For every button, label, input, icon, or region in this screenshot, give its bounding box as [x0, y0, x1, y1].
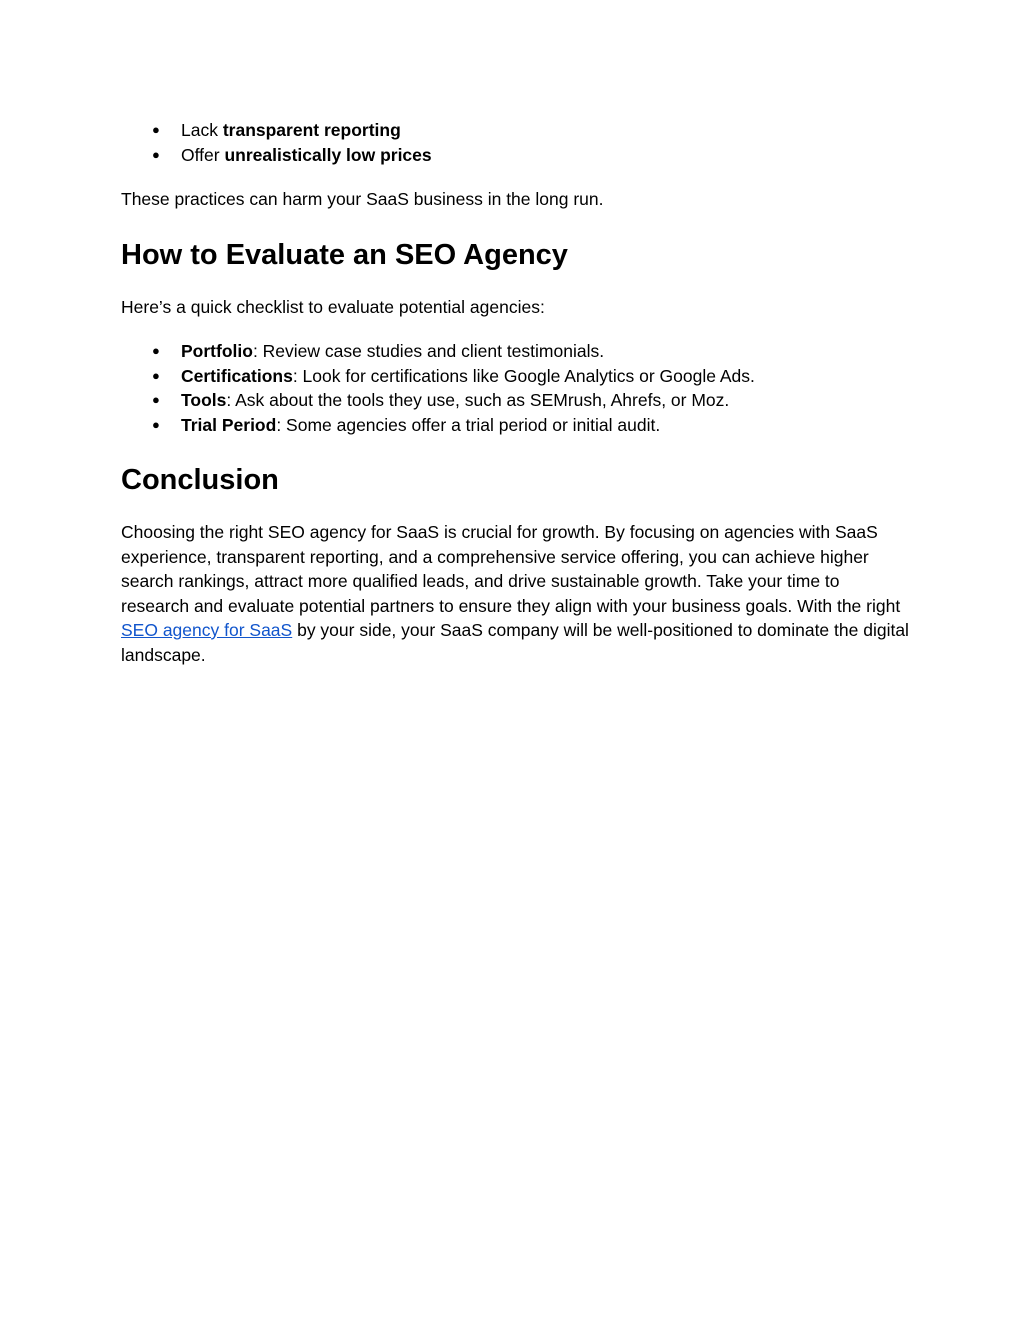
practices-paragraph: These practices can harm your SaaS business in the long run.	[121, 189, 604, 209]
conclusion-heading: Conclusion	[121, 464, 279, 496]
checklist-item-term: Tools	[181, 390, 227, 410]
conclusion-paragraph	[121, 520, 911, 667]
bullet-icon: ●	[152, 146, 160, 162]
checklist-item-text: : Ask about the tools they use, such as SEMrush, Ahrefs, or Moz.	[226, 390, 730, 410]
seo-agency-link[interactable]: SEO agency for SaaS	[121, 620, 293, 640]
conclusion-text-after-link: by your side, your SaaS company will be well-positioned to dominate the digital landscape.	[121, 620, 909, 665]
conclusion-text-before-link: Choosing the right SEO agency for SaaS is crucial for growth. By focusing on agencies with SaaS experience, transparent reporting, and a comprehensive service offering, you can achieve higher search rankings, attract more qualified leads, and drive sustainable growth. Take your time to research and evaluate potential partners to ensure they align with your business goals. With the right	[121, 522, 901, 616]
bullet-icon: ●	[152, 122, 160, 137]
list-item-prefix: Lack	[181, 120, 223, 140]
checklist	[121, 339, 911, 437]
checklist-item-trial-period	[121, 413, 911, 438]
bullet-icon: ●	[152, 392, 160, 407]
checklist-item-certifications	[121, 364, 911, 389]
checklist-item-tools	[121, 388, 911, 413]
list-item	[121, 118, 911, 143]
list-item-bold: transparent reporting	[222, 120, 401, 140]
checklist-item-text: : Look for certifications like Google Analytics or Google Ads.	[292, 365, 755, 386]
evaluate-heading: How to Evaluate an SEO Agency	[121, 238, 568, 271]
document-content	[121, 118, 911, 667]
list-item	[121, 143, 911, 168]
list-item-prefix: Offer	[181, 144, 225, 165]
bullet-icon: ●	[152, 367, 160, 383]
checklist-item-portfolio	[121, 339, 911, 364]
list-item-bold: unrealistically low prices	[224, 144, 432, 165]
checklist-intro: Here’s a quick checklist to evaluate potential agencies:	[121, 296, 545, 317]
checklist-item-term: Trial Period	[181, 414, 277, 435]
bullet-icon: ●	[152, 343, 160, 358]
checklist-item-text: : Some agencies offer a trial period or initial audit.	[276, 414, 661, 435]
checklist-item-term: Certifications	[181, 365, 293, 386]
checklist-item-text: : Review case studies and client testimonials.	[252, 341, 605, 361]
red-flags-list	[121, 118, 911, 167]
bullet-icon: ●	[152, 416, 160, 432]
checklist-item-term: Portfolio	[181, 341, 253, 361]
